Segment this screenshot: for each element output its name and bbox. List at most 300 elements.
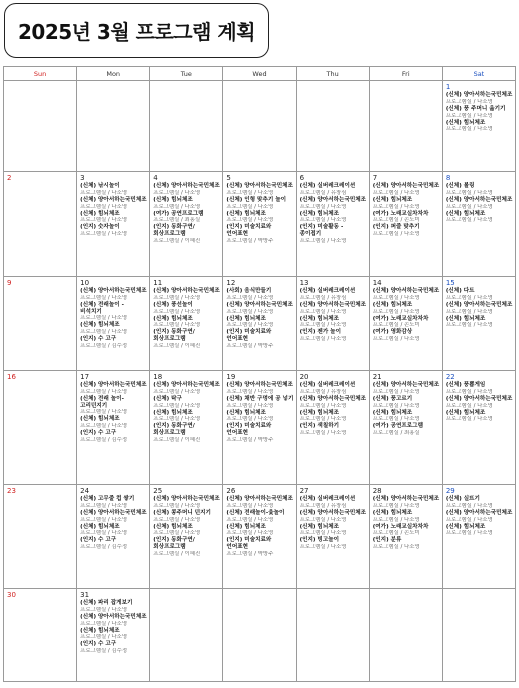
week-row <box>4 172 516 277</box>
week-row <box>4 371 516 485</box>
program-location-staff: 프로그램실 / 나소영 <box>80 189 128 196</box>
program-location-staff: 프로그램실 / 나소영 <box>299 322 347 329</box>
program-location-staff: 프로그램실 / 나소영 <box>445 98 493 105</box>
day-number: 22 <box>445 373 455 381</box>
program-location-staff: 프로그램실 / 나소영 <box>153 203 201 210</box>
program-name: (신체) 힘뇌체조 <box>80 416 120 423</box>
program-location-staff: 프로그램실 / 나소영 <box>80 606 128 613</box>
program-location-staff: 프로그램실 / 유창심 <box>299 502 347 509</box>
day-number: 30 <box>7 591 16 599</box>
program-location-staff: 프로그램실 / 나소영 <box>153 516 201 523</box>
day-cell <box>223 81 296 172</box>
program-entry <box>226 288 293 302</box>
program-location-staff: 프로그램실 / 나소영 <box>299 402 347 409</box>
program-entry <box>300 197 367 211</box>
program-name: (여가) 노래교실차차차 <box>372 210 429 217</box>
program-location-staff: 프로그램실 / 박방주 <box>226 436 274 443</box>
day-number: 18 <box>153 373 163 381</box>
program-name: (신체) 힘뇌체조 <box>80 210 120 217</box>
program-location-staff: 프로그램실 / 나소영 <box>153 189 201 196</box>
program-name: (신체) 양아서하는국민체조 <box>299 196 367 203</box>
program-entry <box>226 224 293 245</box>
program-entry <box>300 183 367 197</box>
program-name: (신체) 양아서하는국민체조 <box>299 395 367 402</box>
day-number: 27 <box>299 487 309 495</box>
program-name: (인지) 수 고구 <box>80 336 117 343</box>
program-location-staff: 프로그램실 / 나소영 <box>372 402 420 409</box>
program-entry <box>153 211 220 225</box>
program-location-staff: 프로그램실 / 이혜진 <box>153 342 201 349</box>
day-cell <box>442 485 515 589</box>
program-name: (신체) 힘뇌체조 <box>299 315 340 322</box>
day-number: 19 <box>226 373 236 381</box>
day-cell <box>223 485 296 589</box>
program-location-staff: 프로그램실 / 나소영 <box>445 388 493 395</box>
program-location-staff: 프로그램실 / 나소영 <box>372 388 420 395</box>
weekday-mon: Mon <box>77 67 150 81</box>
program-name: (신체) 양아서하는국민체조 <box>153 496 220 502</box>
program-name: (신체) 양아서하는국민체조 <box>299 509 367 516</box>
day-number: 1 <box>445 83 451 91</box>
day-cell <box>150 485 223 589</box>
program-name: (여가) 노래교실차차차 <box>372 315 429 322</box>
program-location-staff: 프로그램실 / 나소영 <box>80 516 128 523</box>
program-name: (신체) 힘뇌체조 <box>80 322 120 329</box>
program-name: (신체) 힘뇌체조 <box>445 210 486 217</box>
program-location-staff: 프로그램실 / 나소영 <box>299 530 347 537</box>
program-entry <box>373 496 440 510</box>
program-name: (신체) 파리 잡게보기 <box>80 600 133 606</box>
day-cell <box>150 277 223 371</box>
day-cell <box>150 589 223 682</box>
program-name: (신체) 양아서하는국민체조 <box>372 496 440 502</box>
program-location-staff: 프로그램실 / 나소영 <box>80 409 128 416</box>
program-location-staff: 프로그램실 / 나소영 <box>445 217 493 224</box>
week-row <box>4 589 516 682</box>
program-location-staff: 프로그램실 / 김수정 <box>80 342 128 349</box>
program-name: (신체) 양아서하는국민체조 <box>153 183 220 189</box>
program-location-staff: 프로그램실 / 나소영 <box>226 402 274 409</box>
program-name: (신체) 힘뇌체조 <box>372 301 413 308</box>
program-name: (신체) 풍선놀이 <box>153 301 193 308</box>
program-location-staff: 프로그램실 / 나소영 <box>445 416 493 423</box>
program-entry <box>80 416 147 430</box>
program-entry <box>80 322 147 336</box>
program-entry <box>226 510 293 524</box>
program-name: (인지) 미술치료와 언어표현 <box>226 329 272 343</box>
program-entry <box>373 224 440 238</box>
day-cell <box>4 485 77 589</box>
program-location-staff: 프로그램실 / 나소영 <box>445 308 493 315</box>
program-name: (신체) 실버레크레이션 <box>299 382 356 388</box>
program-location-staff: 프로그램실 / 나소영 <box>445 516 493 523</box>
day-cell <box>77 277 150 371</box>
program-name: (인지) 미술치료와 언어표현 <box>226 537 272 551</box>
program-name: (인지) 빙고놀이 <box>299 537 340 544</box>
program-entry <box>226 537 293 558</box>
day-cell <box>369 371 442 485</box>
day-number: 28 <box>372 487 382 495</box>
program-location-staff: 프로그램실 / 나소영 <box>372 308 420 315</box>
program-name: (신체) 힘뇌체조 <box>299 210 340 217</box>
program-name: (인지) 동화구연/회상프로그램 <box>153 329 195 343</box>
day-number: 15 <box>445 279 455 287</box>
day-cell <box>77 81 150 172</box>
program-name: (신체) 힘뇌체조 <box>226 210 266 217</box>
program-entry <box>300 537 367 551</box>
program-entry <box>153 496 220 510</box>
program-location-staff: 프로그램실 / 나소영 <box>372 544 420 551</box>
program-entry <box>300 410 367 424</box>
program-name: (신체) 양아서하는국민체조 <box>372 382 440 388</box>
program-name: (신체) 양아서하는국민체조 <box>445 301 513 308</box>
day-number: 13 <box>299 279 309 287</box>
program-name: (신체) 양아서하는국민체조 <box>226 382 293 388</box>
program-name: (신체) 양아서하는국민체조 <box>80 288 147 294</box>
day-cell <box>442 172 515 277</box>
program-location-staff: 프로그램실 / 박방주 <box>226 342 274 349</box>
program-entry <box>446 496 513 510</box>
day-number: 26 <box>226 487 236 495</box>
program-location-staff: 프로그램실 / 나소영 <box>80 423 128 430</box>
day-number: 23 <box>7 487 16 495</box>
day-number: 4 <box>153 174 158 182</box>
program-entry <box>153 302 220 316</box>
program-entry <box>373 316 440 330</box>
program-location-staff: 프로그램실 / 이혜진 <box>153 237 201 244</box>
program-name: (여가) 공연프로그램 <box>372 423 423 430</box>
program-entry <box>153 537 220 558</box>
day-cell <box>369 485 442 589</box>
program-location-staff: 프로그램실 / 나소영 <box>226 217 274 224</box>
program-name: (신체) 양아서하는국민체조 <box>226 301 293 308</box>
program-location-staff: 프로그램실 / 나소영 <box>299 544 347 551</box>
program-name: (신체) 실버레크레이션 <box>299 183 356 189</box>
day-number: 12 <box>226 279 236 287</box>
day-cell <box>77 371 150 485</box>
day-number: 21 <box>372 373 382 381</box>
program-name: (신체) 힘뇌체조 <box>299 409 340 416</box>
program-entry <box>226 423 293 444</box>
program-entry <box>226 183 293 197</box>
day-cell <box>369 172 442 277</box>
program-location-staff: 프로그램실 / 나소영 <box>226 189 274 196</box>
day-number: 6 <box>299 174 305 182</box>
program-entry <box>153 316 220 330</box>
program-location-staff: 프로그램실 / 나소영 <box>372 231 420 238</box>
day-cell <box>296 277 369 371</box>
program-name: (신체) 힘뇌체조 <box>80 627 120 634</box>
day-cell <box>4 371 77 485</box>
program-entry <box>373 537 440 551</box>
program-entry <box>300 510 367 524</box>
program-entry <box>300 396 367 410</box>
day-number: 7 <box>372 174 378 182</box>
program-location-staff: 프로그램실 / 나소영 <box>299 237 347 244</box>
week-row <box>4 485 516 589</box>
program-name: (신체) 양아서하는국민체조 <box>445 196 513 203</box>
program-entry <box>226 316 293 330</box>
weekday-fri: Fri <box>369 67 442 81</box>
program-location-staff: 프로그램실 / 나소영 <box>153 388 201 395</box>
program-name: (인지) 퍼즐 맞추기 <box>372 224 420 231</box>
program-entry <box>80 430 147 444</box>
program-entry <box>226 382 293 396</box>
program-location-staff: 프로그램실 / 이혜진 <box>153 436 201 443</box>
day-number: 8 <box>445 174 451 182</box>
program-entry <box>373 510 440 524</box>
program-name: (인지) 젠가 놀이 <box>299 329 341 336</box>
program-name: (신체) 낚시놀이 <box>80 183 120 189</box>
program-location-staff: 프로그램실 / 나소영 <box>372 502 420 509</box>
program-entry <box>226 524 293 538</box>
program-name: (인지) 동화구연/회상프로그램 <box>153 224 195 238</box>
weekday-tue: Tue <box>150 67 223 81</box>
program-name: (신체) 힘뇌체조 <box>80 523 120 530</box>
program-name: (신체) 고무줄 컵 쌓기 <box>80 496 135 502</box>
program-location-staff: 프로그램실 / 박방주 <box>226 237 274 244</box>
day-cell <box>223 589 296 682</box>
program-location-staff: 프로그램실 / 나소영 <box>80 530 128 537</box>
program-name: (인지) 색칠하기 <box>299 423 340 430</box>
program-name: (신체) 양아서하는국민체조 <box>445 509 513 516</box>
program-location-staff: 프로그램실 / 나소영 <box>372 189 420 196</box>
program-name: (신체) 양아서하는국민체조 <box>372 288 440 294</box>
weekday-sun: Sun <box>4 67 77 81</box>
program-location-staff: 프로그램실 / 최홍실 <box>153 217 201 224</box>
program-location-staff: 프로그램실 / 나소영 <box>80 231 128 238</box>
program-name: (신체) 힘뇌체조 <box>226 409 266 416</box>
day-number: 2 <box>7 174 12 182</box>
program-location-staff: 프로그램실 / 나소영 <box>80 388 128 395</box>
day-cell <box>223 172 296 277</box>
program-entry <box>226 302 293 316</box>
program-name: (신체) 채반 구멍에 공 넣기 <box>226 395 294 402</box>
program-entry <box>153 224 220 245</box>
day-number: 24 <box>80 487 90 495</box>
program-entry <box>226 496 293 510</box>
program-entry <box>300 524 367 538</box>
program-entry <box>153 288 220 302</box>
program-location-staff: 프로그램실 / 나소영 <box>80 620 128 627</box>
day-cell <box>4 277 77 371</box>
program-entry <box>373 396 440 410</box>
program-entry <box>446 183 513 197</box>
program-name: (신체) 힘뇌체조 <box>445 315 486 322</box>
day-cell <box>4 589 77 682</box>
program-location-staff: 프로그램실 / 나소영 <box>299 416 347 423</box>
program-location-staff: 프로그램실 / 유창심 <box>299 388 347 395</box>
program-entry <box>446 106 513 120</box>
program-location-staff: 프로그램실 / 나소영 <box>372 516 420 523</box>
program-name: (신체) 실뜨기 <box>445 496 480 502</box>
program-entry <box>300 211 367 225</box>
day-cell <box>369 277 442 371</box>
program-name: (신체) 실버레크레이션 <box>299 288 356 294</box>
program-name: (신체) 양아서하는국민체조 <box>80 382 147 388</box>
program-entry <box>80 197 147 211</box>
program-entry <box>300 316 367 330</box>
program-entry <box>80 537 147 551</box>
program-location-staff: 프로그램실 / 나소영 <box>226 294 274 301</box>
weekday-thu: Thu <box>296 67 369 81</box>
program-entry <box>153 510 220 524</box>
program-name: (신체) 힘뇌체조 <box>153 196 193 203</box>
program-name: (신체) 풍 주머니 옮기기 <box>445 105 506 112</box>
program-entry <box>373 288 440 302</box>
program-entry <box>446 396 513 410</box>
program-name: (신체) 양아서하는국민체조 <box>445 92 513 98</box>
day-number: 25 <box>153 487 163 495</box>
program-location-staff: 프로그램실 / 나소영 <box>445 189 493 196</box>
program-entry <box>80 600 147 614</box>
program-name: (사회) 음식만들기 <box>226 288 272 294</box>
program-location-staff: 프로그램실 / 손도미 <box>372 217 420 224</box>
program-entry <box>446 410 513 424</box>
program-location-staff: 프로그램실 / 나소영 <box>372 416 420 423</box>
day-number: 17 <box>80 373 90 381</box>
program-location-staff: 프로그램실 / 나소영 <box>372 336 420 343</box>
program-location-staff: 프로그램실 / 나소영 <box>372 294 420 301</box>
day-cell <box>4 81 77 172</box>
program-entry <box>80 336 147 350</box>
program-entry <box>80 382 147 396</box>
program-name: (인지) 수 고구 <box>80 430 117 437</box>
program-entry <box>80 396 147 417</box>
title-box <box>4 3 269 58</box>
program-location-staff: 프로그램실 / 나소영 <box>445 294 493 301</box>
program-name: (인지) 분류 <box>372 537 402 544</box>
week-row <box>4 81 516 172</box>
program-name: (신체) 힘뇌체조 <box>299 523 340 530</box>
day-number: 5 <box>226 174 231 182</box>
program-entry <box>446 382 513 396</box>
page-title: 2025년 3월 프로그램 계획 <box>17 20 256 44</box>
day-number: 29 <box>445 487 455 495</box>
program-name: (인지) 수 고구 <box>80 537 117 544</box>
program-entry <box>300 329 367 343</box>
program-name: (인지) 미술활동 - 종이접기 <box>299 224 344 238</box>
program-name: (신체) 콩주머니 던지기 <box>153 509 211 516</box>
program-location-staff: 프로그램실 / 나소영 <box>153 502 201 509</box>
program-entry <box>300 382 367 396</box>
program-name: (신체) 풍뽑게임 <box>445 382 486 388</box>
program-location-staff: 프로그램실 / 나소영 <box>445 126 493 133</box>
program-location-staff: 프로그램실 / 나소영 <box>80 203 128 210</box>
program-name: (여가) 공연프로그램 <box>153 210 204 217</box>
program-name: (신체) 양아서하는국민체조 <box>226 183 293 189</box>
program-entry <box>300 224 367 245</box>
program-location-staff: 프로그램실 / 나소영 <box>80 502 128 509</box>
program-name: (신체) 힘뇌체조 <box>226 315 266 322</box>
day-cell <box>442 81 515 172</box>
program-location-staff: 프로그램실 / 나소영 <box>153 308 201 315</box>
day-cell <box>296 589 369 682</box>
program-location-staff: 프로그램실 / 나소영 <box>226 530 274 537</box>
program-name: (인지) 동화구연/회상프로그램 <box>153 423 195 437</box>
program-location-staff: 프로그램실 / 나소영 <box>226 502 274 509</box>
program-entry <box>226 329 293 350</box>
program-entry <box>226 396 293 410</box>
program-location-staff: 프로그램실 / 나소영 <box>299 336 347 343</box>
program-location-staff: 프로그램실 / 나소영 <box>153 322 201 329</box>
program-entry <box>446 92 513 106</box>
program-entry <box>80 510 147 524</box>
program-location-staff: 프로그램실 / 손도미 <box>372 322 420 329</box>
program-entry <box>153 183 220 197</box>
program-name: (신체) 양아서하는국민체조 <box>80 196 147 203</box>
program-name: (신체) 힘뇌체조 <box>153 315 193 322</box>
program-name: (신체) 전래놀이 - 비석치기 <box>80 301 124 315</box>
program-name: (신체) 힘뇌체조 <box>153 523 193 530</box>
program-location-staff: 프로그램실 / 나소영 <box>299 203 347 210</box>
program-entry <box>80 614 147 628</box>
weekday-header-row <box>4 67 516 81</box>
day-cell <box>369 81 442 172</box>
program-name: (신체) 실버레크레이션 <box>299 496 356 502</box>
program-location-staff: 프로그램실 / 이혜진 <box>153 550 201 557</box>
program-location-staff: 프로그램실 / 나소영 <box>226 416 274 423</box>
program-location-staff: 프로그램실 / 나소영 <box>153 294 201 301</box>
program-name: (신체) 양아서하는국민체조 <box>153 288 220 294</box>
program-location-staff: 프로그램실 / 나소영 <box>372 203 420 210</box>
program-entry <box>226 211 293 225</box>
day-number: 10 <box>80 279 90 287</box>
program-entry <box>373 524 440 538</box>
program-name: (신체) 다트 <box>445 288 475 294</box>
program-entry <box>300 302 367 316</box>
program-name: (여가) 영화감상 <box>372 329 413 336</box>
program-entry <box>446 316 513 330</box>
program-entry <box>80 224 147 238</box>
program-entry <box>226 197 293 211</box>
program-entry <box>300 288 367 302</box>
program-location-staff: 프로그램실 / 나소영 <box>445 402 493 409</box>
day-cell <box>442 589 515 682</box>
program-entry <box>300 423 367 437</box>
program-name: (인지) 수 고구 <box>80 641 117 648</box>
program-location-staff: 프로그램실 / 나소영 <box>153 416 201 423</box>
program-location-staff: 프로그램실 / 나소영 <box>299 516 347 523</box>
program-name: (신체) 힘뇌체조 <box>372 196 413 203</box>
day-cell <box>296 81 369 172</box>
day-cell <box>4 172 77 277</box>
day-cell <box>223 371 296 485</box>
program-entry <box>446 510 513 524</box>
program-entry <box>373 423 440 437</box>
program-name: (신체) 양아서하는국민체조 <box>372 183 440 189</box>
program-name: (인지) 숫자놀이 <box>80 224 120 231</box>
program-name: (신체) 인형 맞추기 놀이 <box>226 196 287 203</box>
program-name: (신체) 탁구 <box>153 395 182 402</box>
day-cell <box>369 589 442 682</box>
program-name: (신체) 볼링 <box>445 183 475 189</box>
program-location-staff: 프로그램실 / 나소영 <box>80 315 128 322</box>
program-entry <box>300 496 367 510</box>
program-location-staff: 프로그램실 / 나소영 <box>226 203 274 210</box>
day-cell <box>223 277 296 371</box>
program-location-staff: 프로그램실 / 나소영 <box>445 203 493 210</box>
day-number: 11 <box>153 279 163 287</box>
program-name: (신체) 양아서하는국민체조 <box>80 613 147 620</box>
program-location-staff: 프로그램실 / 김수정 <box>80 436 128 443</box>
program-location-staff: 프로그램실 / 최홍실 <box>372 430 420 437</box>
week-row <box>4 277 516 371</box>
program-name: (신체) 힘뇌체조 <box>445 409 486 416</box>
program-location-staff: 프로그램실 / 나소영 <box>80 294 128 301</box>
program-name: (신체) 전래 놀이-고리던지기 <box>80 395 124 409</box>
calendar-grid <box>3 66 516 682</box>
